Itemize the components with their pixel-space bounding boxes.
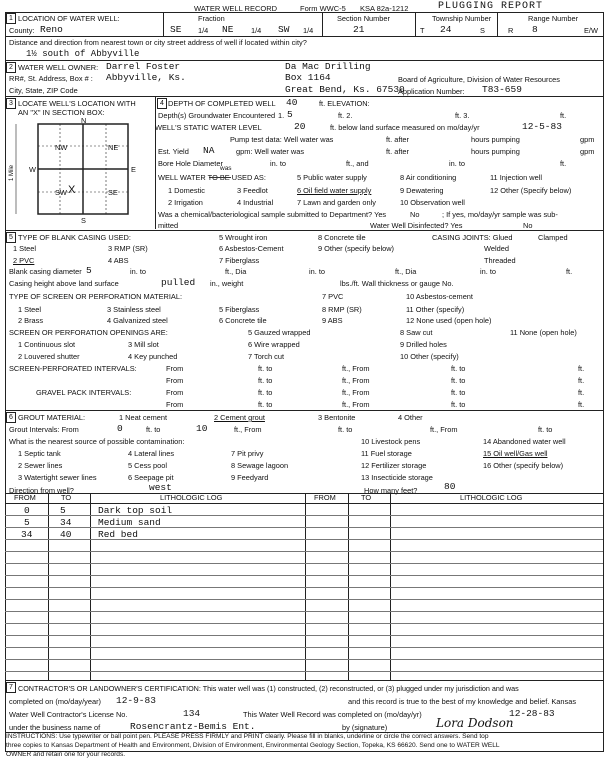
- opening-3: 3 Mill slot: [128, 340, 159, 349]
- disinfected-no: No: [523, 221, 533, 230]
- grout-4: 4 Other: [398, 413, 423, 422]
- quad-ne: NE: [108, 143, 119, 152]
- grout-ft-to-2: ft. to: [338, 425, 353, 434]
- section-1-number: 1: [6, 13, 16, 24]
- log-row-2-to: 34: [60, 517, 72, 528]
- opening-10: 10 Other (specify): [400, 352, 459, 361]
- direction-label: Direction from well?: [9, 486, 74, 495]
- depth-value: 40: [286, 97, 298, 108]
- rule: [5, 503, 603, 504]
- log-to-header-2: TO: [361, 493, 372, 502]
- log-from-header: FROM: [14, 493, 36, 502]
- log-row-3-to: 40: [60, 529, 72, 540]
- contam-2: 2 Sewer lines: [18, 461, 63, 470]
- perf-from-4: ft., From: [342, 376, 370, 385]
- static-mid-label: ft. below land surface measured on mo/day/yr: [330, 123, 480, 132]
- perf-to-4: ft. to: [451, 376, 466, 385]
- well-location-mark: X: [68, 184, 76, 196]
- use-was-insert: was: [220, 165, 232, 172]
- license-value: 134: [183, 708, 201, 719]
- log-row-3-desc: Red bed: [98, 529, 138, 540]
- opening-7: 7 Torch cut: [248, 352, 285, 361]
- compass-e: E: [131, 165, 136, 174]
- quarter-2: 1/4: [251, 26, 262, 35]
- chem-label: Was a chemical/bacteriological sample submitted to Department? Yes: [158, 210, 387, 219]
- gw1-value: 5: [287, 109, 293, 120]
- opening-2: 2 Louvered shutter: [18, 352, 80, 361]
- perf-to-3: ft. to: [258, 376, 273, 385]
- owner-value: Darrel Foster: [106, 61, 181, 72]
- form-number: Form WWC-5: [300, 4, 346, 13]
- casing-2-selected: 2 PVC: [13, 256, 35, 265]
- locate-label-2: AN "X" IN SECTION BOX:: [18, 108, 105, 117]
- address-value-2: Box 1164: [285, 72, 331, 83]
- screen-6: 6 Concrete tile: [219, 316, 267, 325]
- application-label: Application Number:: [398, 87, 465, 96]
- grout-ft-to-3: ft. to: [538, 425, 553, 434]
- gw-ft: ft.: [560, 111, 567, 120]
- divider: [497, 12, 498, 36]
- business-value: Rosencrantz-Bemis Ent.: [130, 721, 256, 732]
- gravel-ft-2: ft.: [578, 400, 585, 409]
- pump-gpm: gpm: [580, 135, 595, 144]
- license-label: Water Well Contractor's License No.: [9, 710, 128, 719]
- use-1: 1 Domestic: [168, 186, 205, 195]
- grout-2-selected: 2 Cement grout: [214, 413, 265, 422]
- screen-1: 1 Steel: [18, 305, 42, 314]
- log-row-3-from: 34: [21, 529, 33, 540]
- openings-label: SCREEN OR PERFORATION OPENINGS ARE:: [9, 328, 168, 337]
- direction-value: west: [149, 482, 172, 493]
- casing-8: 8 Concrete tile: [318, 233, 366, 242]
- quarter-3: 1/4: [303, 26, 314, 35]
- completed-value: 12-9-83: [116, 695, 156, 706]
- diameter-value: 5: [86, 265, 92, 276]
- depth-label: DEPTH OF COMPLETED WELL: [168, 99, 276, 108]
- height-lbs: lbs./ft. Wall thickness or gauge No.: [340, 279, 454, 288]
- record-label: This Water Well Record was completed on (mo/day/yr): [243, 710, 422, 719]
- business-label: under the business name of: [9, 723, 101, 732]
- compass-n: N: [81, 116, 87, 125]
- quarter-1: 1/4: [198, 26, 209, 35]
- yield-hours: hours pumping: [471, 147, 520, 156]
- log-litho-header-2: LITHOLOGIC LOG: [460, 493, 523, 502]
- log-row-1-desc: Dark top soil: [98, 505, 173, 516]
- grout-ft-from-2: ft., From: [430, 425, 458, 434]
- township-suffix: S: [480, 26, 485, 35]
- city-label: City, State, ZIP Code: [9, 86, 78, 95]
- section-7-number: 7: [6, 682, 16, 693]
- casing-6: 6 Asbestos-Cement: [219, 244, 284, 253]
- use-6-selected: 6 Oil field water supply: [297, 186, 372, 195]
- application-value: T83-659: [482, 84, 522, 95]
- screen-3: 3 Stainless steel: [107, 305, 161, 314]
- casing-label: TYPE OF BLANK CASING USED:: [18, 233, 131, 242]
- opening-11: 11 None (open hole): [510, 328, 577, 337]
- perf-to-1: ft. to: [258, 364, 273, 373]
- gravel-to-2: ft. to: [451, 388, 466, 397]
- contam-16: 16 Other (specify below): [483, 461, 564, 470]
- grout-intervals-label: Grout Intervals: From: [9, 425, 79, 434]
- form-title: WATER WELL RECORD: [194, 4, 278, 13]
- rule: [5, 410, 603, 411]
- perf-to-2: ft. to: [451, 364, 466, 373]
- opening-6: 6 Wire wrapped: [248, 340, 300, 349]
- gw3-label: ft. 3.: [455, 111, 470, 120]
- compass-s: S: [81, 216, 86, 225]
- quad-sw: SW: [55, 188, 67, 197]
- joints-label: CASING JOINTS: Glued: [432, 233, 513, 242]
- joints-clamped: Clamped: [538, 233, 568, 242]
- completed-label: completed on (mo/day/year): [9, 697, 102, 706]
- ksa-number: KSA 82a-1212: [360, 4, 409, 13]
- grout-from-value: 0: [117, 423, 123, 434]
- grout-1: 1 Neat cement: [119, 413, 168, 422]
- divider: [322, 12, 323, 36]
- range-suffix: E/W: [584, 26, 598, 35]
- diameter-ft-dia-2: ft., Dia: [395, 267, 417, 276]
- rule: [5, 680, 603, 681]
- township-prefix: T: [420, 26, 425, 35]
- yield-label: Est. Yield: [158, 147, 189, 156]
- use-2: 2 Irrigation: [168, 198, 203, 207]
- location-label: LOCATION OF WATER WELL:: [18, 14, 120, 23]
- log-from-header-2: FROM: [314, 493, 336, 502]
- contam-1: 1 Septic tank: [18, 449, 61, 458]
- rule: [5, 36, 603, 37]
- quad-se: SE: [108, 188, 118, 197]
- record-date: 12-28-83: [509, 708, 555, 719]
- casing-4: 4 ABS: [108, 256, 129, 265]
- perf-ft-2: ft.: [578, 376, 585, 385]
- perf-from-1: From: [166, 364, 184, 373]
- county-value: Reno: [40, 24, 63, 35]
- groundwater-label: Depth(s) Groundwater Encountered: [158, 111, 276, 120]
- section-5-number: 5: [6, 232, 16, 243]
- rule: [5, 96, 603, 97]
- cert-line-1: CONTRACTOR'S OR LANDOWNER'S CERTIFICATION: This water well was (1) constructed, (2) reconstructed, or (3) plugged under my jurisdiction and was: [18, 684, 519, 693]
- log-row-1-from: 0: [24, 505, 30, 516]
- opening-8: 8 Saw cut: [400, 328, 433, 337]
- screen-2: 2 Brass: [18, 316, 44, 325]
- contam-9: 9 Feedyard: [231, 473, 269, 482]
- owner-value-2: Da Mac Drilling: [285, 61, 371, 72]
- casing-9: 9 Other (specify below): [318, 244, 394, 253]
- owner-label: WATER WELL OWNER:: [18, 63, 99, 72]
- screen-9: 9 ABS: [322, 316, 343, 325]
- gravel-to-1: ft. to: [258, 388, 273, 397]
- plugging-report-stamp: PLUGGING REPORT: [438, 1, 544, 12]
- section-4-number: 4: [157, 98, 167, 109]
- static-label: WELL'S STATIC WATER LEVEL: [155, 123, 262, 132]
- gravel-from-4: ft., From: [342, 400, 370, 409]
- use-4: 4 Industrial: [237, 198, 274, 207]
- pump-hours: hours pumping: [471, 135, 520, 144]
- use-3: 3 Feedlot: [237, 186, 268, 195]
- section-number-label: Section Number: [337, 14, 390, 23]
- gravel-from-1: From: [166, 388, 184, 397]
- grout-to-value: 10: [196, 423, 208, 434]
- contam-7: 7 Pit privy: [231, 449, 264, 458]
- gravel-from-2: ft., From: [342, 388, 370, 397]
- rule: [5, 230, 603, 231]
- signature-label: by (signature): [342, 723, 388, 732]
- casing-3: 3 RMP (SR): [108, 244, 148, 253]
- use-label: WELL WATER TO BE USED AS:: [158, 173, 266, 182]
- use-7: 7 Lawn and garden only: [297, 198, 376, 207]
- fraction-2: NE: [222, 24, 234, 35]
- howmany-label: How many feet?: [364, 486, 418, 495]
- joints-welded: Welded: [484, 244, 509, 253]
- perf-from-2: ft., From: [342, 364, 370, 373]
- contam-13: 13 Insecticide storage: [361, 473, 433, 482]
- chem-if-yes: ; If yes, mo/day/yr sample was sub-: [442, 210, 558, 219]
- bore-label: Bore Hole Diameter: [158, 159, 223, 168]
- instructions-line-2: three copies to Kansas Department of Health and Environment, Division of Environment, Environmental Geology Section, Topeka, KS 66620. Send one to WATER WELL: [6, 742, 500, 749]
- contam-15-selected: 15 Oil well/Gas well: [483, 449, 548, 458]
- gravel-to-4: ft. to: [451, 400, 466, 409]
- screen-7: 7 PVC: [322, 292, 344, 301]
- gravel-ft-1: ft.: [578, 388, 585, 397]
- opening-5: 5 Gauzed wrapped: [248, 328, 311, 337]
- height-label: Casing height above land surface: [9, 279, 119, 288]
- opening-9: 9 Drilled holes: [400, 340, 447, 349]
- casing-5: 5 Wrought iron: [219, 233, 268, 242]
- board-label: Board of Agriculture, Division of Water Resources: [398, 75, 560, 84]
- instructions-line-1: INSTRUCTIONS: Use typewriter or ball point pen. PLEASE PRESS FIRMLY and PRINT clearly. Please fill in blanks, underline or circle the correct answers. Send top: [6, 733, 489, 740]
- elevation-label: ft. ELEVATION:: [319, 99, 370, 108]
- signature: Lora Dodson: [436, 716, 514, 730]
- gw1-prefix: 1.: [278, 111, 285, 120]
- locate-label-1: LOCATE WELL'S LOCATION WITH: [18, 99, 136, 108]
- yield-gpm-label: gpm: Well water was: [236, 147, 305, 156]
- bore-in-to-2: in. to: [449, 159, 466, 168]
- log-to-header: TO: [61, 493, 72, 502]
- range-label: Range Number: [528, 14, 579, 23]
- opening-4: 4 Key punched: [128, 352, 178, 361]
- pump-after: ft. after: [386, 135, 410, 144]
- section-number-value: 21: [353, 24, 365, 35]
- opening-1: 1 Continuous slot: [18, 340, 76, 349]
- casing-1: 1 Steel: [13, 244, 37, 253]
- screen-4: 4 Galvanized steel: [107, 316, 168, 325]
- gw2-label: ft. 2.: [338, 111, 353, 120]
- height-value: pulled: [161, 277, 196, 288]
- distance-value: 1½ south of Abbyville: [26, 49, 140, 59]
- mile-label: 1 Mile: [9, 164, 16, 182]
- grout-3: 3 Bentonite: [318, 413, 356, 422]
- use-10: 10 Observation well: [400, 198, 465, 207]
- bore-ft: ft.: [560, 159, 567, 168]
- address-value: Abbyville, Ks.: [106, 72, 186, 83]
- grout-ft-from: ft., From: [234, 425, 262, 434]
- yield-value: NA: [203, 145, 215, 156]
- divider: [155, 96, 156, 229]
- fraction-1: SE: [170, 24, 182, 35]
- screen-10: 10 Asbestos-cement: [406, 292, 473, 301]
- diameter-ft: ft.: [566, 267, 573, 276]
- divider: [415, 12, 416, 36]
- pump-test-label: Pump test data: Well water was: [230, 135, 334, 144]
- divider: [163, 12, 164, 36]
- range-value: 8: [532, 24, 538, 35]
- section-2-number: 2: [6, 62, 16, 73]
- log-row-2-desc: Medium sand: [98, 517, 161, 528]
- quad-nw: NW: [55, 143, 68, 152]
- casing-7: 7 Fiberglass: [219, 256, 260, 265]
- yield-after: ft. after: [386, 147, 410, 156]
- howmany-value: 80: [444, 481, 456, 492]
- contam-14: 14 Abandoned water well: [483, 437, 566, 446]
- contam-8: 8 Sewage lagoon: [231, 461, 289, 470]
- section-3-number: 3: [6, 98, 16, 109]
- log-litho-header: LITHOLOGIC LOG: [160, 493, 223, 502]
- section-6-number: 6: [6, 412, 16, 423]
- chem-no: No: [410, 210, 420, 219]
- diameter-label: Blank casing diameter: [9, 267, 82, 276]
- distance-label: Distance and direction from nearest town or city street address of well if located within city?: [9, 38, 307, 47]
- bore-in-to: in. to: [270, 159, 287, 168]
- contam-5: 5 Cess pool: [128, 461, 168, 470]
- log-row-2-from: 5: [24, 517, 30, 528]
- county-label: County:: [9, 26, 35, 35]
- perf-ft-1: ft.: [578, 364, 585, 373]
- township-value: 24: [440, 24, 452, 35]
- diameter-ft-dia: ft., Dia: [225, 267, 247, 276]
- fraction-3: SW: [278, 24, 290, 35]
- contam-12: 12 Fertilizer storage: [361, 461, 427, 470]
- compass-w: W: [29, 165, 36, 174]
- screen-5: 5 Fiberglass: [219, 305, 260, 314]
- contam-label: What is the nearest source of possible contamination:: [9, 437, 185, 446]
- range-prefix: R: [508, 26, 514, 35]
- use-9: 9 Dewatering: [400, 186, 444, 195]
- perf-from-3: From: [166, 376, 184, 385]
- screen-label: TYPE OF SCREEN OR PERFORATION MATERIAL:: [9, 292, 183, 301]
- screen-8: 8 RMP (SR): [322, 305, 362, 314]
- address-label: RR#, St. Address, Box # :: [9, 74, 93, 83]
- grout-ft-to: ft. to: [146, 425, 161, 434]
- use-11: 11 Injection well: [490, 173, 543, 182]
- bore-and: ft., and: [346, 159, 369, 168]
- height-weight: in., weight: [210, 279, 244, 288]
- strike: [209, 177, 231, 178]
- screen-11: 11 Other (specify): [406, 305, 465, 314]
- static-value: 20: [294, 121, 306, 132]
- gravel-from-3: From: [166, 400, 184, 409]
- joints-threaded: Threaded: [484, 256, 516, 265]
- gravel-label: GRAVEL PACK INTERVALS:: [36, 388, 132, 397]
- disinfected-label: Water Well Disinfected? Yes: [370, 221, 463, 230]
- use-8: 8 Air conditioning: [400, 173, 457, 182]
- static-date: 12-5-83: [522, 121, 562, 132]
- city-value: Great Bend, Ks. 67530: [285, 84, 405, 95]
- use-5: 5 Public water supply: [297, 173, 367, 182]
- contam-4: 4 Lateral lines: [128, 449, 175, 458]
- screen-12: 12 None used (open hole): [406, 316, 492, 325]
- gravel-to-3: ft. to: [258, 400, 273, 409]
- use-12: 12 Other (Specify below): [490, 186, 572, 195]
- contam-11: 11 Fuel storage: [361, 449, 412, 458]
- township-label: Township Number: [432, 14, 492, 23]
- chem-submitted: mitted: [158, 221, 179, 230]
- grout-label: GROUT MATERIAL:: [18, 413, 86, 422]
- instructions-line-3: OWNER and retain one for your records.: [6, 751, 126, 758]
- contam-10: 10 Livestock pens: [361, 437, 421, 446]
- perforated-label: SCREEN-PERFORATED INTERVALS:: [9, 364, 137, 373]
- contam-3: 3 Watertight sewer lines: [18, 473, 97, 482]
- fraction-label: Fraction: [198, 14, 225, 23]
- cert-line-2: and this record is true to the best of my knowledge and belief. Kansas: [348, 697, 577, 706]
- log-row-1-to: 5: [60, 505, 66, 516]
- diameter-in-to-2: in. to: [309, 267, 326, 276]
- diameter-in-to: in. to: [130, 267, 147, 276]
- yield-gpm: gpm: [580, 147, 595, 156]
- diameter-in-to-3: in. to: [480, 267, 497, 276]
- contam-6: 6 Seepage pit: [128, 473, 174, 482]
